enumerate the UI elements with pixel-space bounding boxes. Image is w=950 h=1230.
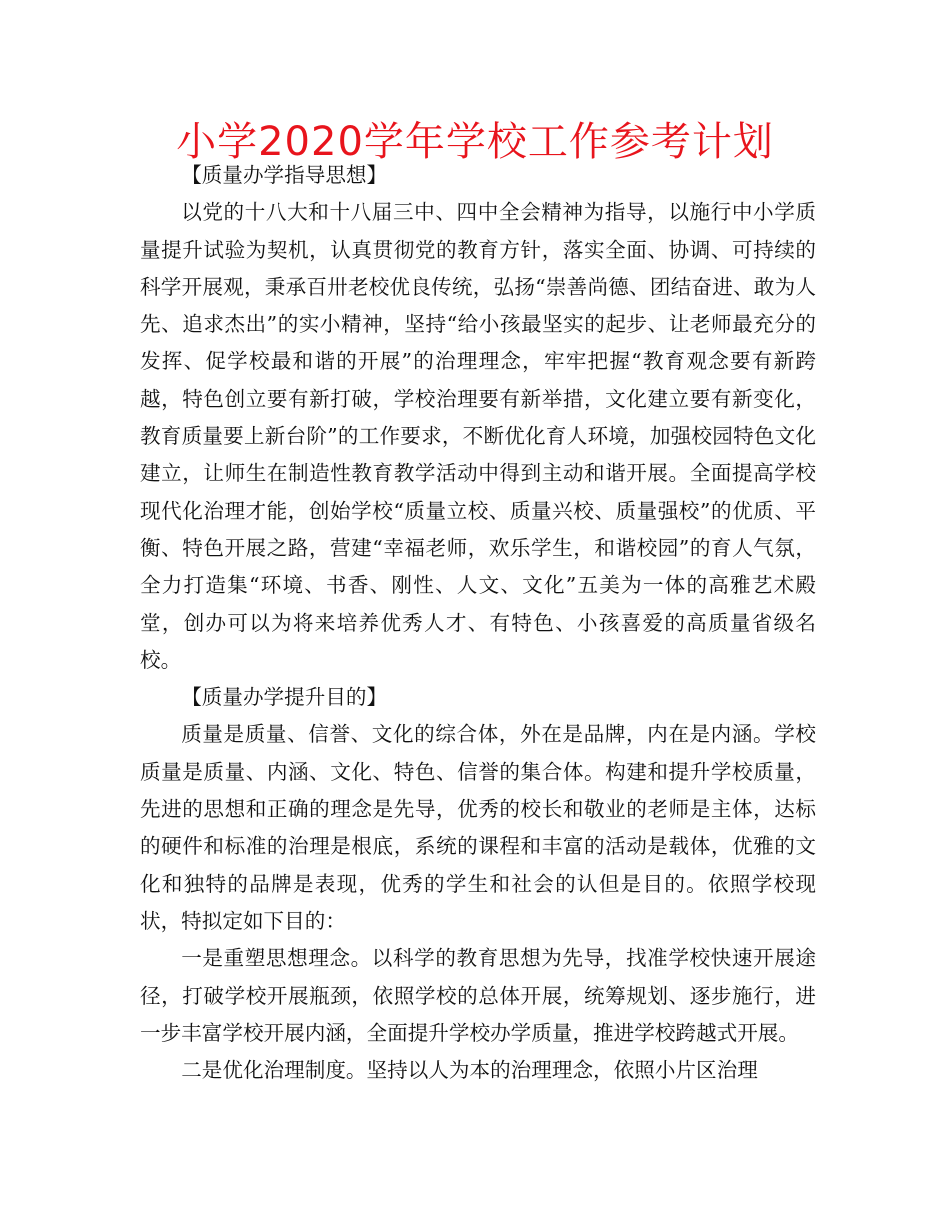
paragraph-quality-definition: 质量是质量、信誉、文化的综合体，外在是品牌，内在是内涵。学校质量是质量、内涵、文化、特色、信誉的集合体。构建和提升学校质量，先进的思想和正确的理念是先导，优秀的校长和敬业的老师是主体，达标的硬件和标准的治理是根底，系统的课程和丰富的活动是载体，优雅的文化和独特的品牌是表现，优秀的学生和社会的认但是目的。依照学校现状，特拟定如下目的： <box>140 722 816 933</box>
paragraph-goal-one: 一是重塑思想理念。以科学的教育思想为先导，找准学校快速开展途径，打破学校开展瓶颈，依照学校的总体开展，统筹规划、逐步施行，进一步丰富学校开展内涵，全面提升学校办学质量，推进学校跨越式开展。 <box>140 946 816 1045</box>
paragraph-goal-two: 二是优化治理制度。坚持以人为本的治理理念，依照小片区治理 <box>181 1058 758 1083</box>
document-title: 小学2020学年学校工作参考计划 <box>176 119 774 165</box>
section-heading-improvement-goals: 【质量办学提升目的】 <box>181 685 388 710</box>
document-body <box>140 157 816 1089</box>
section-heading-guiding-thought: 【质量办学指导思想】 <box>181 163 388 187</box>
paragraph-guiding-thought: 以党的十八大和十八届三中、四中全会精神为指导，以施行中小学质量提升试验为契机，认真贯彻党的教育方针，落实全面、协调、可持续的科学开展观，秉承百卅老校优良传统，弘扬“崇善尚德、团结奋进、敢为人先、追求杰出”的实小精神，坚持“给小孩最坚实的起步、让老师最充分的发挥、促学校最和谐的开展”的治理理念，牢牢把握“教育观念要有新跨越，特色创立要有新打破，学校治理要有新举措，文化建立要有新变化，教育质量要上新台阶”的工作要求，不断优化育人环境，加强校园特色文化建立，让师生在制造性教育教学活动中得到主动和谐开展。全面提高学校现代化治理才能，创始学校“质量立校、质量兴校、质量强校”的优质、平衡、特色开展之路，营建“幸福老师，欢乐学生，和谐校园”的育人气氛，全力打造集“环境、书香、刚性、人文、文化”五美为一体的高雅艺术殿堂，创办可以为将来培养优秀人才、有特色、小孩喜爱的高质量省级名校。 <box>140 200 816 672</box>
